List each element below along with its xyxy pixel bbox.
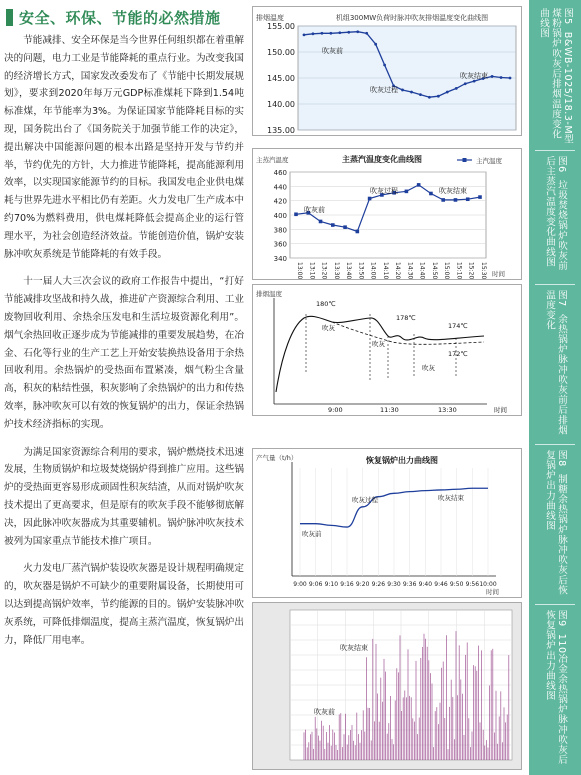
- data-point: [428, 96, 431, 99]
- data-point: [441, 198, 445, 202]
- annotation-after: 吹灰结束: [438, 494, 464, 502]
- annotation-180: 180℃: [316, 300, 336, 308]
- annotation-178: 178℃: [396, 314, 416, 322]
- x-tick-label: 9:46: [434, 581, 448, 588]
- annotation-before: 吹灰前: [314, 708, 335, 716]
- data-point: [312, 32, 315, 35]
- y-tick-label: 340: [273, 255, 287, 263]
- y-tick-label: 400: [273, 212, 287, 220]
- x-tick-label: 13:30: [438, 406, 457, 414]
- data-point: [374, 43, 377, 46]
- x-axis-label: 时间: [492, 270, 505, 278]
- y-tick-label: 155.00: [267, 22, 295, 31]
- data-point: [455, 87, 458, 90]
- data-point: [419, 93, 422, 96]
- x-tick-label: 9:00: [328, 406, 343, 414]
- paragraph: 火力发电厂蒸汽锅炉装设吹灰器是设计规程明确规定的，吹灰器是锅炉不可缺少的重要附属设备，长期使用可以达到提高锅炉效率，节约能源的目的。锅炉安装脉冲吹灰系统，可降低排烟温度，提高主蒸汽温度，恢复锅炉出力，降低厂用电率。: [4, 563, 244, 646]
- data-point: [446, 91, 449, 94]
- annotation-before: 吹灰前: [322, 47, 343, 55]
- y-tick-label: 145.00: [267, 74, 295, 83]
- annotation-172: 172℃: [448, 350, 468, 358]
- caption-text: 图5 B&WB-1025/18.3-M型煤粉锅炉吹灰后排烟温度变化曲线图: [538, 8, 573, 145]
- x-tick-label: 11:30: [380, 406, 399, 414]
- y-tick-label: 380: [273, 226, 287, 235]
- x-tick-label: 13:40: [345, 262, 353, 280]
- data-point: [321, 32, 324, 35]
- y-tick-label: 360: [273, 240, 287, 249]
- x-tick-label: 9:36: [402, 581, 417, 588]
- annotation-during: 吹灰过程: [352, 496, 378, 504]
- x-tick-label: 15:10: [455, 262, 463, 280]
- divider: [535, 284, 575, 285]
- chart-title: 主蒸汽温度变化曲线图: [342, 155, 422, 164]
- figure-sugar-boiler-output: [252, 448, 522, 598]
- x-tick-label: 13:00: [296, 262, 303, 280]
- y-tick-label: 140.00: [267, 100, 295, 109]
- x-tick-label: 14:50: [430, 262, 438, 280]
- x-tick-label: 14:00: [369, 262, 377, 280]
- figure-caption: [529, 156, 581, 280]
- y-axis-label: 产气量（t/h）: [256, 454, 298, 462]
- paragraph: 节能减排、安全环保是当今世界任何组织都在着重解决的问题，电力工业是节能降耗的重点行业。为改变我国的经济增长方式，国家发改委发布了《节能中长期发展规划》，要求到2020年每万元GDP标准煤耗下降到1.54吨标准煤，年节能率为3%。为保证国家节能降耗目标的实现，国务院出台了《国务院关于加强节能工作的决定》，提出解决中国能源问题的根本出路是坚持开发与节约并举，节约优先的方针，大力推进节能降耗，提高能源利用效率，以实现国家能源节约的目标。我国发电企业供电煤耗与世界先进水平相比仍有差距。火力发电厂生产成本中约70%为燃料费用，供电煤耗降低会提高企业的运行管理水平，为社会创造经济效益。节能创造价值，锅炉安装脉冲吹灰系统是节能降耗的有效手段。: [4, 35, 244, 260]
- x-tick-label: 9:50: [449, 581, 464, 588]
- y-axis-label: 主蒸汽温度: [256, 156, 289, 164]
- data-point: [473, 80, 476, 83]
- x-axis-label: 时间: [494, 406, 507, 414]
- y-tick-label: 135.00: [267, 126, 295, 135]
- x-tick-label: 9:40: [418, 581, 433, 588]
- annotation-during: 吹灰过程: [370, 86, 398, 94]
- data-point: [500, 76, 503, 79]
- y-axis-label: 排烟温度: [256, 290, 282, 298]
- x-tick-label: 15:30: [480, 262, 487, 280]
- data-point: [383, 64, 386, 67]
- caption-text: 图9 110冶金余热锅炉脉冲吹灰后恢复锅炉出力曲线图: [544, 610, 567, 765]
- y-axis-label: 排烟温度: [256, 14, 284, 22]
- y-tick-label: 420: [273, 197, 287, 206]
- data-point: [329, 32, 332, 35]
- data-point: [347, 31, 350, 34]
- section-heading: [6, 6, 244, 28]
- data-point: [464, 82, 467, 85]
- y-tick-label: 150.00: [267, 48, 295, 57]
- data-point: [405, 190, 409, 194]
- data-point: [410, 91, 413, 94]
- x-tick-label: 9:00: [293, 581, 307, 588]
- x-tick-label: 9:30: [387, 581, 401, 588]
- article-body: [4, 32, 244, 649]
- x-tick-label: 9:26: [371, 581, 386, 588]
- y-tick-label: 440: [273, 183, 287, 192]
- data-point: [466, 197, 470, 201]
- data-point: [454, 198, 458, 202]
- figure-caption: [529, 290, 581, 440]
- legend-marker: [463, 158, 467, 162]
- heading-marker: [6, 9, 13, 26]
- data-point: [417, 183, 421, 187]
- caption-text: 图6 垃圾焚烧锅炉吹灰前后主蒸汽温度变化曲线图: [544, 156, 567, 271]
- figure-exhaust-temp-300mw: [252, 6, 522, 136]
- annotation-before: 吹灰前: [304, 206, 325, 214]
- paragraph: 十一届人大三次会议的政府工作报告中提出，“打好节能减排攻坚战和持久战，推进矿产资源综合利用、工业废物回收利用、余热余压发电和生活垃圾资源化利用”。烟气余热回收正逐步成为节能减排的重要发展趋势，在冶金、石化等行业的生产工艺上开始安装换热设备用于余热回收利用。余热锅炉的受热面布置紧凑，烟气粉尘含量高，积灰的粘结性强，积灰影响了余热锅炉的出力和传热效率，脉冲吹灰可以有效的恢复锅炉的出力，保证余热锅炉技术经济指标的实现。: [4, 276, 244, 430]
- annotation-sootblow: 吹灰: [422, 364, 435, 372]
- x-tick-label: 9:10: [324, 581, 339, 588]
- data-point: [509, 77, 512, 80]
- x-tick-label: 14:40: [418, 262, 426, 280]
- data-point: [356, 30, 359, 33]
- x-tick-label: 13:10: [308, 262, 316, 280]
- figure-waste-heat-exhaust-temp: [252, 284, 522, 416]
- data-point: [319, 220, 323, 224]
- x-tick-label: 10:00: [479, 581, 497, 588]
- x-tick-label: 9:56: [465, 581, 480, 588]
- figure-caption: [529, 610, 581, 770]
- caption-text: 图7 余热锅炉脉冲吹灰前后排烟温度变化: [544, 290, 567, 436]
- data-point: [343, 225, 347, 229]
- data-point: [478, 195, 482, 199]
- x-tick-label: 13:20: [320, 262, 328, 280]
- annotation-after: 吹灰结束: [439, 187, 467, 195]
- annotation-before: 吹灰前: [302, 530, 322, 538]
- figure-caption: [529, 8, 581, 148]
- annotation-after: 吹灰结束: [340, 644, 368, 652]
- x-tick-label: 14:20: [394, 262, 402, 280]
- x-tick-label: 9:20: [355, 581, 370, 588]
- chart-title: 机组300MW负荷时脉冲吹灰排烟温度变化曲线图: [335, 14, 489, 22]
- chart-title: 恢复锅炉出力曲线图: [366, 456, 438, 465]
- data-point: [331, 223, 335, 227]
- caption-text: 图8 制糖余热锅炉脉冲吹灰后恢复锅炉出力曲线图: [544, 450, 567, 596]
- x-tick-label: 14:30: [406, 262, 414, 280]
- data-point: [437, 95, 440, 98]
- x-tick-label: 14:10: [381, 262, 389, 280]
- divider: [535, 604, 575, 605]
- figure-metallurgy-boiler-output: [252, 602, 522, 770]
- data-point: [365, 32, 368, 35]
- x-tick-label: 15:20: [467, 262, 475, 280]
- caption-sidebar: [529, 0, 581, 775]
- x-tick-label: 9:16: [340, 581, 354, 588]
- x-tick-label: 13:50: [357, 262, 365, 280]
- x-axis-label: 时间: [486, 588, 499, 596]
- figure-main-steam-temp: [252, 148, 522, 280]
- data-point: [338, 31, 341, 34]
- paragraph: 为满足国家资源综合利用的要求，锅炉燃烧技术迅速发展，生物质锅炉和垃圾焚烧锅炉得到推广应用。这些锅炉的受热面更容易形成顽固性积灰结渣，从而对锅炉吹灰技术提出了更高要求，但是原有的吹灰手段不能够彻底解决，因此脉冲吹灰器成为其重要辅机。锅炉脉冲吹灰技术被列为国家重点节能技术推广项目。: [4, 446, 244, 547]
- heading-text: 安全、环保、节能的必然措施: [19, 8, 221, 27]
- annotation-174: 174℃: [448, 322, 468, 330]
- y-tick-label: 460: [273, 169, 287, 177]
- data-point: [401, 89, 404, 92]
- annotation-after: 吹灰结束: [460, 72, 488, 80]
- x-tick-label: 9:06: [308, 581, 323, 588]
- annotation-sootblow: 吹灰: [372, 340, 385, 348]
- data-point: [303, 33, 306, 36]
- data-point: [356, 230, 360, 234]
- data-point: [368, 197, 372, 201]
- annotation-sootblow: 吹灰: [322, 324, 335, 332]
- data-point: [429, 192, 433, 196]
- data-point: [491, 75, 494, 78]
- data-point: [294, 212, 298, 216]
- x-tick-label: 15:00: [443, 262, 451, 280]
- divider: [535, 150, 575, 151]
- divider: [535, 444, 575, 445]
- x-tick-label: 13:30: [332, 262, 340, 280]
- annotation-during: 吹灰过程: [370, 187, 398, 195]
- legend-label: 主汽温度: [476, 157, 502, 165]
- figure-caption: [529, 450, 581, 600]
